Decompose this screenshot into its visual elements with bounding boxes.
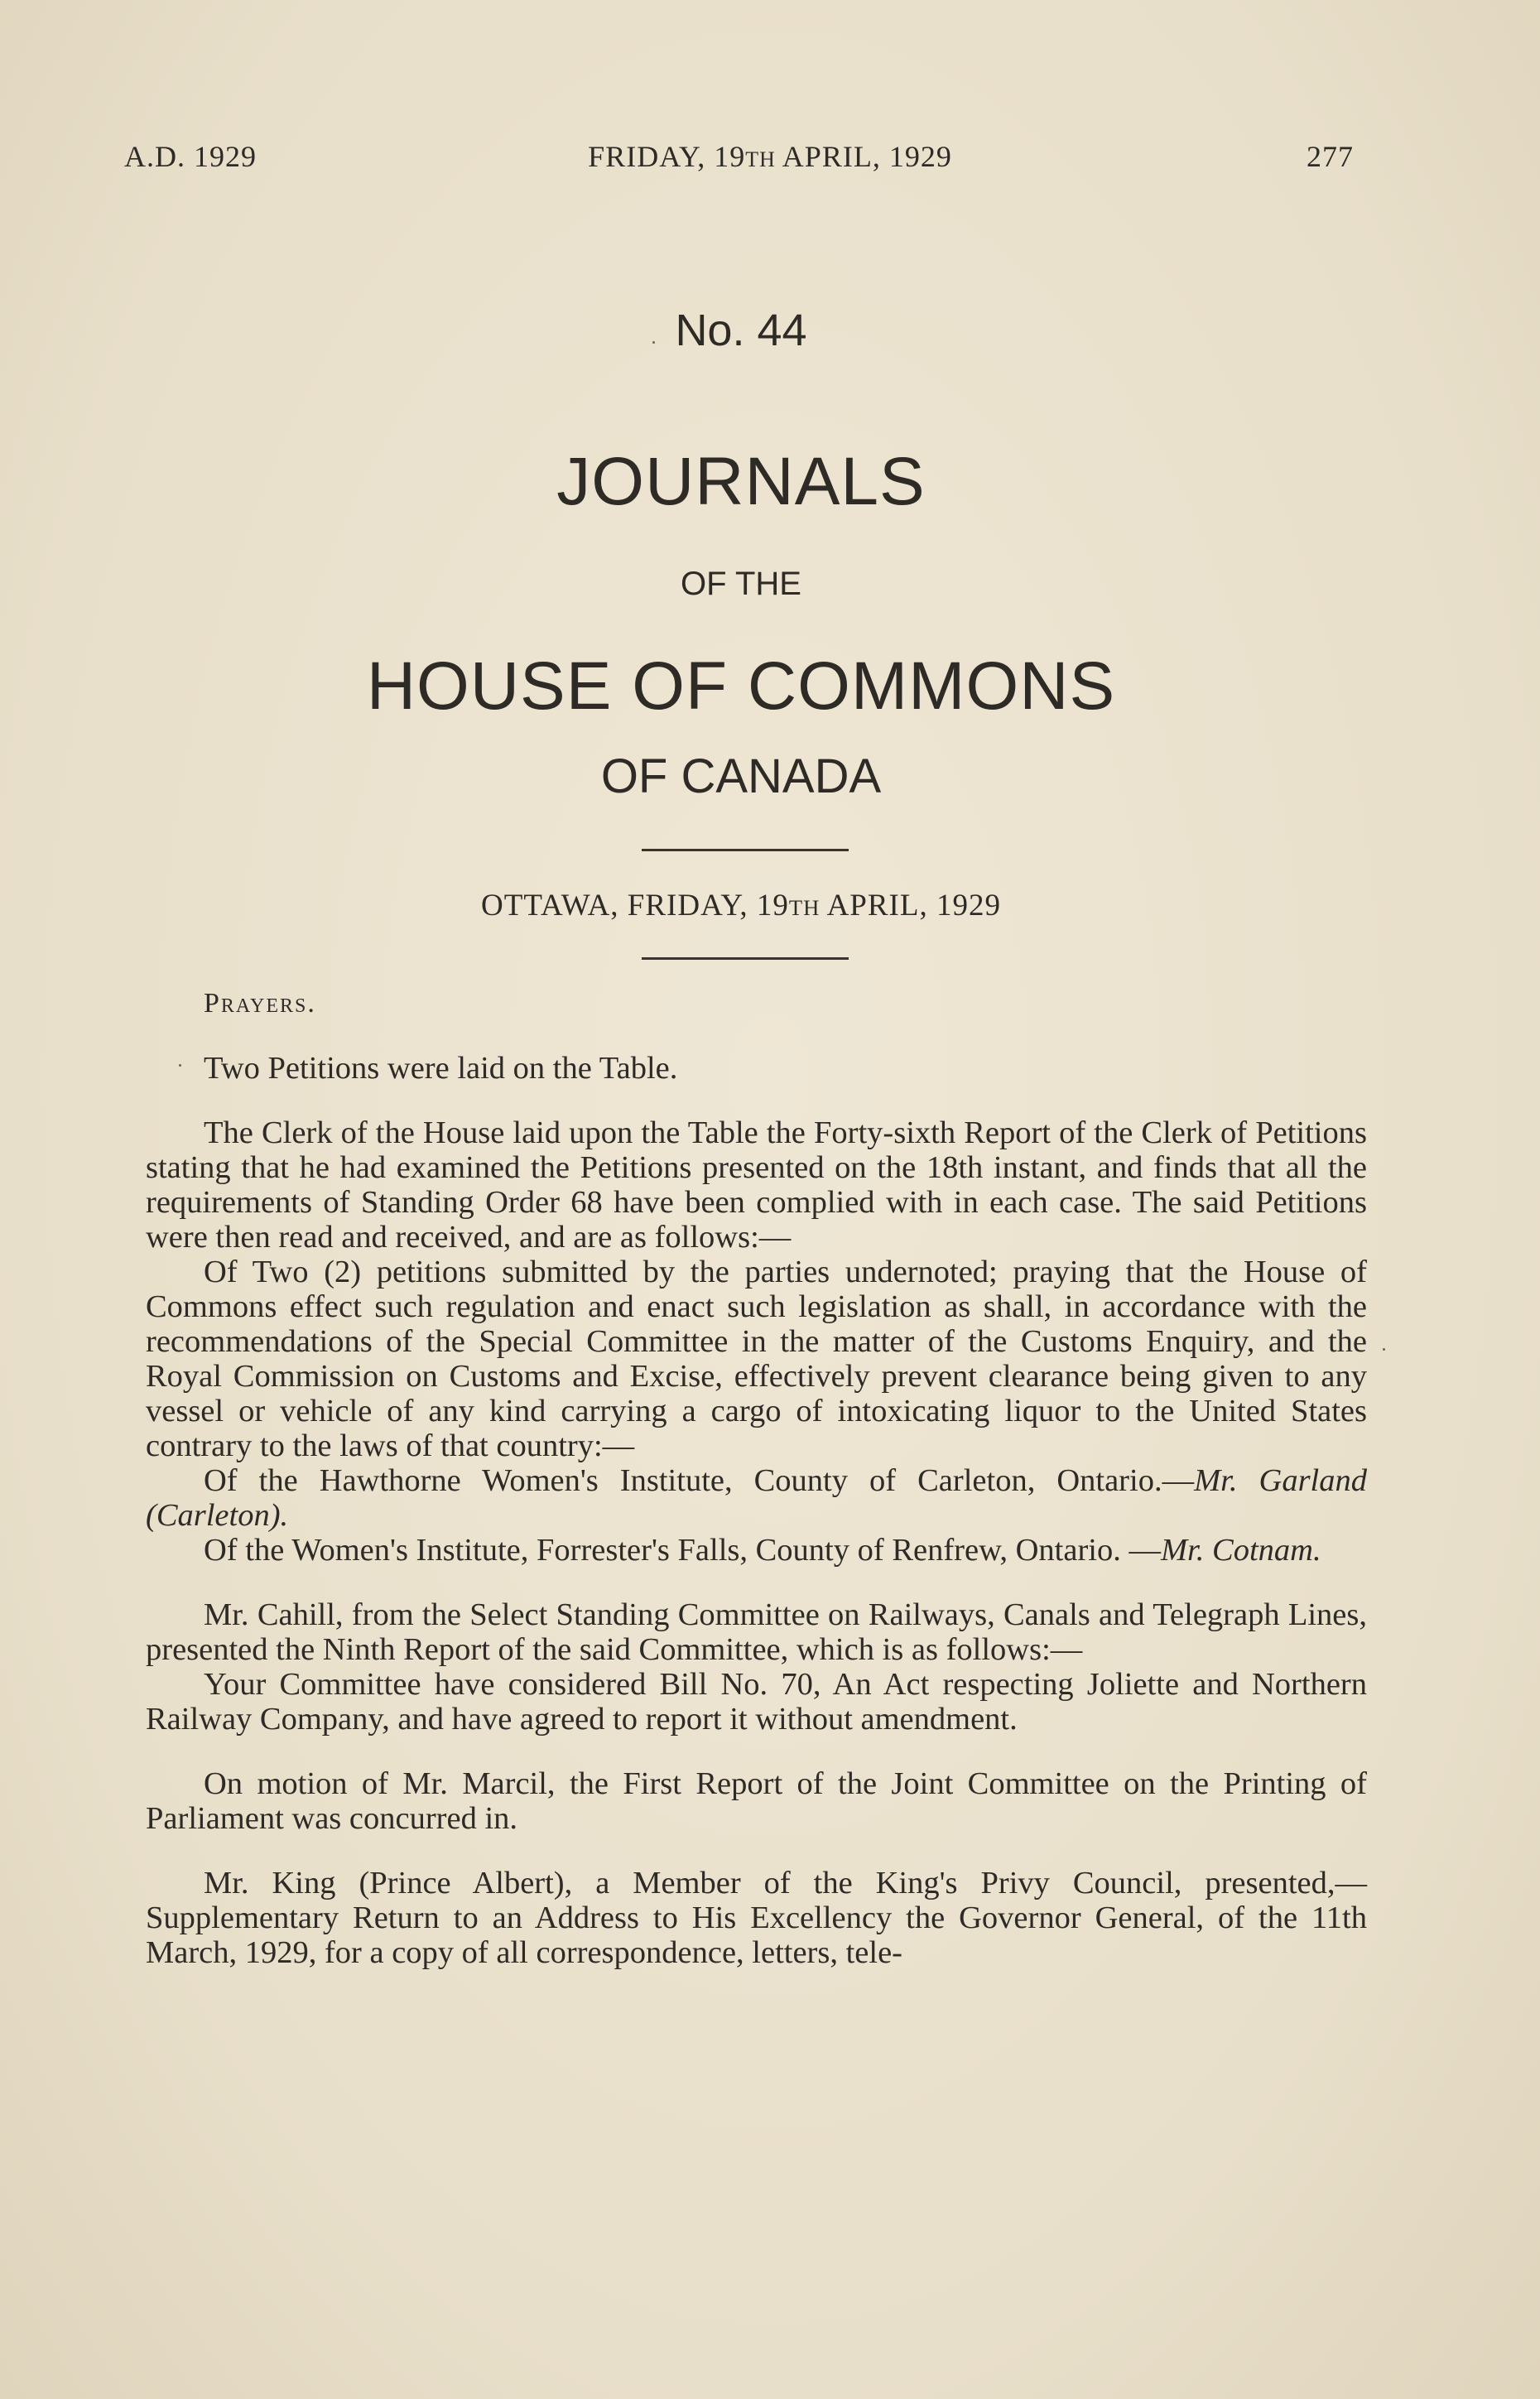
petition-forresters bbox=[146, 1533, 1367, 1568]
divider-rule bbox=[642, 849, 849, 851]
petition-hawthorne bbox=[146, 1463, 1367, 1533]
page-number: 277 bbox=[1307, 140, 1354, 173]
dateline-part: APRIL, 1929 bbox=[820, 889, 1001, 923]
issue-number: No. 44 bbox=[675, 306, 807, 355]
title-connector: OF THE bbox=[681, 566, 801, 602]
country-title: OF CANADA bbox=[600, 749, 882, 803]
paragraph-cahill: Mr. Cahill, from the Select Standing Committee on Railways, Canals and Telegraph Lines, presented the Ninth Report of the said Committee, which is as follows:— bbox=[146, 1597, 1367, 1667]
journal-body bbox=[146, 973, 1367, 1970]
journal-title: JOURNALS bbox=[556, 444, 926, 519]
print-speck bbox=[1383, 1348, 1385, 1351]
dateline-ordinal: TH bbox=[788, 895, 821, 920]
print-speck bbox=[179, 1064, 181, 1067]
prayers-label: Prayers. bbox=[204, 988, 316, 1019]
running-head-ordinal: TH bbox=[745, 147, 776, 171]
print-speck bbox=[652, 341, 655, 344]
running-head-date-part: APRIL, 1929 bbox=[775, 140, 952, 173]
running-head-date-part: FRIDAY, 19 bbox=[588, 140, 746, 173]
paragraph-king: Mr. King (Prince Albert), a Member of the King's Privy Council, presented,—Supplementary Return to an Address to His Excellency the Governor General, of the 11th March, 1929, for a copy of all correspondence, letters, tele- bbox=[146, 1866, 1367, 1970]
divider-rule bbox=[642, 957, 849, 960]
petition-text: Of the Hawthorne Women's Institute, County of Carleton, Ontario.— bbox=[204, 1463, 1195, 1498]
paragraph-committee-report: Your Committee have considered Bill No. 70, An Act respecting Joliette and Northern Railway Company, and have agreed to report it without amendment. bbox=[146, 1667, 1367, 1737]
paragraph-two-petitions: Of Two (2) petitions submitted by the parties undernoted; praying that the House of Commons effect such regulation and enact such legislation as shall, in accordance with the recommendations of the Special Committee in the matter of the Customs Enquiry, and the Royal Commission on Customs and Excise, effectively prevent clearance being given to any vessel or vehicle of any kind carrying a cargo of intoxicating liquor to the United States contrary to the laws of that country:— bbox=[146, 1255, 1367, 1463]
paragraph-petitions-laid: Two Petitions were laid on the Table. bbox=[204, 1051, 678, 1086]
house-title: HOUSE OF COMMONS bbox=[366, 648, 1116, 724]
paragraph-clerk-report: The Clerk of the House laid upon the Table the Forty-sixth Report of the Clerk of Petitions stating that he had examined the Petitions presented on the 18th instant, and finds that all the requirements of Standing Order 68 have been complied with in each case. The said Petitions were then read and received, and are as follows:— bbox=[146, 1115, 1367, 1255]
petition-member: Mr. Garland (Carleton). bbox=[146, 1463, 1367, 1533]
prayers-heading bbox=[146, 985, 1367, 1021]
dateline-part: OTTAWA, FRIDAY, 19 bbox=[481, 889, 789, 923]
petition-text: Of the Women's Institute, Forrester's Falls, County of Renfrew, Ontario. — bbox=[204, 1533, 1161, 1568]
running-head-year: A.D. 1929 bbox=[124, 140, 257, 173]
dateline bbox=[0, 888, 1482, 923]
petition-member: Mr. Cotnam. bbox=[1160, 1533, 1321, 1568]
paragraph-marcil: On motion of Mr. Marcil, the First Report of the Joint Committee on the Printing of Parliament was concurred in. bbox=[146, 1766, 1367, 1836]
